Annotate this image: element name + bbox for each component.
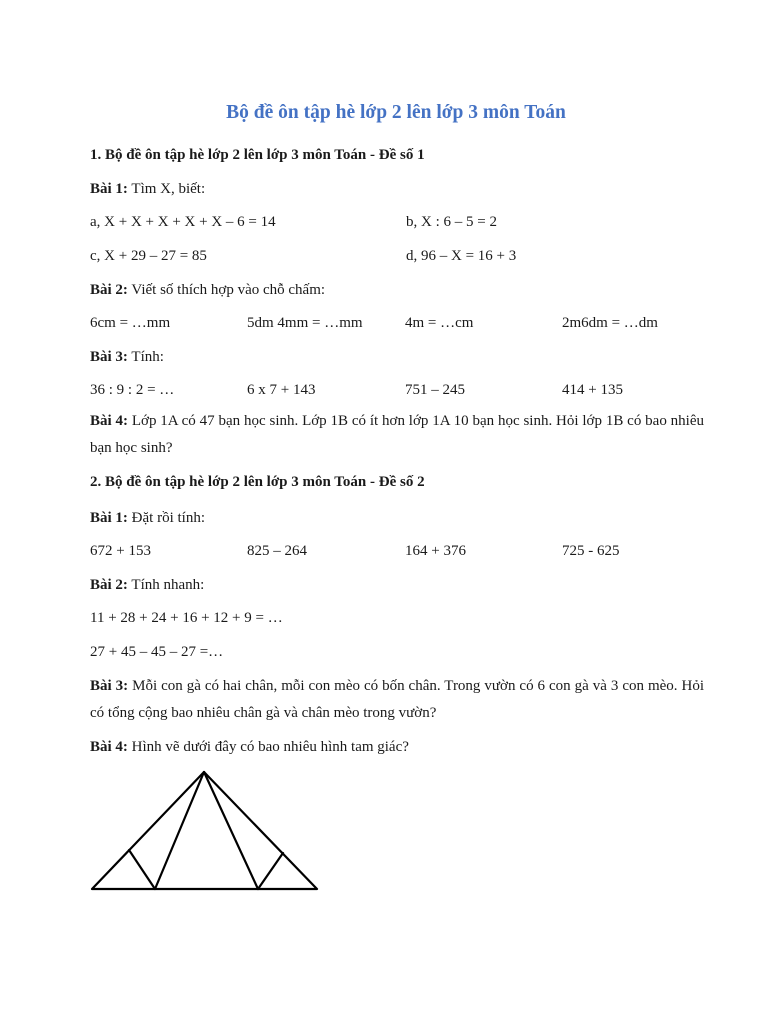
inner-line-left (155, 772, 204, 889)
section-1-heading: 1. Bộ đề ôn tập hè lớp 2 lên lớp 3 môn Toán - Đề số 1 (90, 147, 425, 163)
s2-bai2-text: Tính nhanh: (127, 577, 205, 593)
s2-bai1-item-2: 825 – 264 (247, 543, 307, 559)
s2-bai1-text: Đặt rồi tính: (127, 510, 205, 526)
s2-bai1-item-3: 164 + 376 (405, 543, 466, 559)
s1-bai4-paragraph (90, 408, 704, 462)
outer-triangle (92, 772, 317, 889)
s1-bai3-item-2: 6 x 7 + 143 (247, 382, 316, 398)
s1-bai2-prompt (90, 280, 325, 300)
s2-bai1-label: Bài 1: (90, 510, 128, 526)
s1-bai2-item-4: 2m6dm = …dm (562, 315, 658, 331)
s1-bai2-item-1: 6cm = …mm (90, 315, 171, 331)
s1-bai3-item-3: 751 – 245 (405, 382, 465, 398)
s1-bai1-item-a: a, X + X + X + X + X – 6 = 14 (90, 214, 276, 230)
s1-bai1-label: Bài 1: (90, 181, 128, 197)
s1-bai2-label: Bài 2: (90, 282, 128, 298)
s2-bai2-prompt (90, 575, 204, 595)
inner-line-right (204, 772, 258, 889)
document-title: Bộ đề ôn tập hè lớp 2 lên lớp 3 môn Toán (226, 102, 566, 123)
triangle-figure-icon (86, 764, 326, 896)
s1-bai4-label: Bài 4: (90, 413, 129, 429)
s2-bai1-prompt (90, 508, 205, 528)
s2-bai2-item-2: 27 + 45 – 45 – 27 =… (90, 644, 224, 660)
s1-bai2-item-2: 5dm 4mm = …mm (247, 315, 363, 331)
s2-bai2-label: Bài 2: (90, 577, 128, 593)
s2-bai3-paragraph (90, 673, 704, 727)
small-line-right (258, 853, 283, 889)
s1-bai1-item-c: c, X + 29 – 27 = 85 (90, 248, 207, 264)
s1-bai3-label: Bài 3: (90, 349, 128, 365)
s1-bai1-text: Tìm X, biết: (127, 181, 206, 197)
s2-bai3-text: Mỗi con gà có hai chân, mỗi con mèo có bốn chân. Trong vườn có 6 con gà và 3 con mèo. Hỏi có tổng cộng bao nhiêu chân gà và chân mèo trong vườn? (90, 678, 704, 721)
s2-bai4-text: Hình vẽ dưới đây có bao nhiêu hình tam giác? (127, 739, 409, 755)
s2-bai3-label: Bài 3: (90, 678, 129, 694)
s1-bai1-prompt (90, 179, 205, 199)
s2-bai4-prompt (90, 737, 409, 757)
s1-bai3-prompt (90, 347, 164, 367)
s2-bai1-item-1: 672 + 153 (90, 543, 151, 559)
s1-bai2-text: Viết số thích hợp vào chỗ chấm: (127, 282, 326, 298)
s1-bai3-item-1: 36 : 9 : 2 = … (90, 382, 175, 398)
s1-bai1-item-b: b, X : 6 – 5 = 2 (406, 214, 497, 230)
s2-bai2-item-1: 11 + 28 + 24 + 16 + 12 + 9 = … (90, 610, 283, 626)
s1-bai1-item-d: d, 96 – X = 16 + 3 (406, 248, 517, 264)
s2-bai1-item-4: 725 - 625 (562, 543, 620, 559)
section-2-heading: 2. Bộ đề ôn tập hè lớp 2 lên lớp 3 môn Toán - Đề số 2 (90, 474, 425, 490)
s2-bai4-label: Bài 4: (90, 739, 128, 755)
small-line-left (129, 850, 155, 889)
s1-bai3-text: Tính: (127, 349, 164, 365)
s1-bai4-text: Lớp 1A có 47 bạn học sinh. Lớp 1B có ít hơn lớp 1A 10 bạn học sinh. Hỏi lớp 1B có bao nhiêu bạn học sinh? (90, 413, 704, 456)
s1-bai2-item-3: 4m = …cm (405, 315, 474, 331)
s1-bai3-item-4: 414 + 135 (562, 382, 623, 398)
